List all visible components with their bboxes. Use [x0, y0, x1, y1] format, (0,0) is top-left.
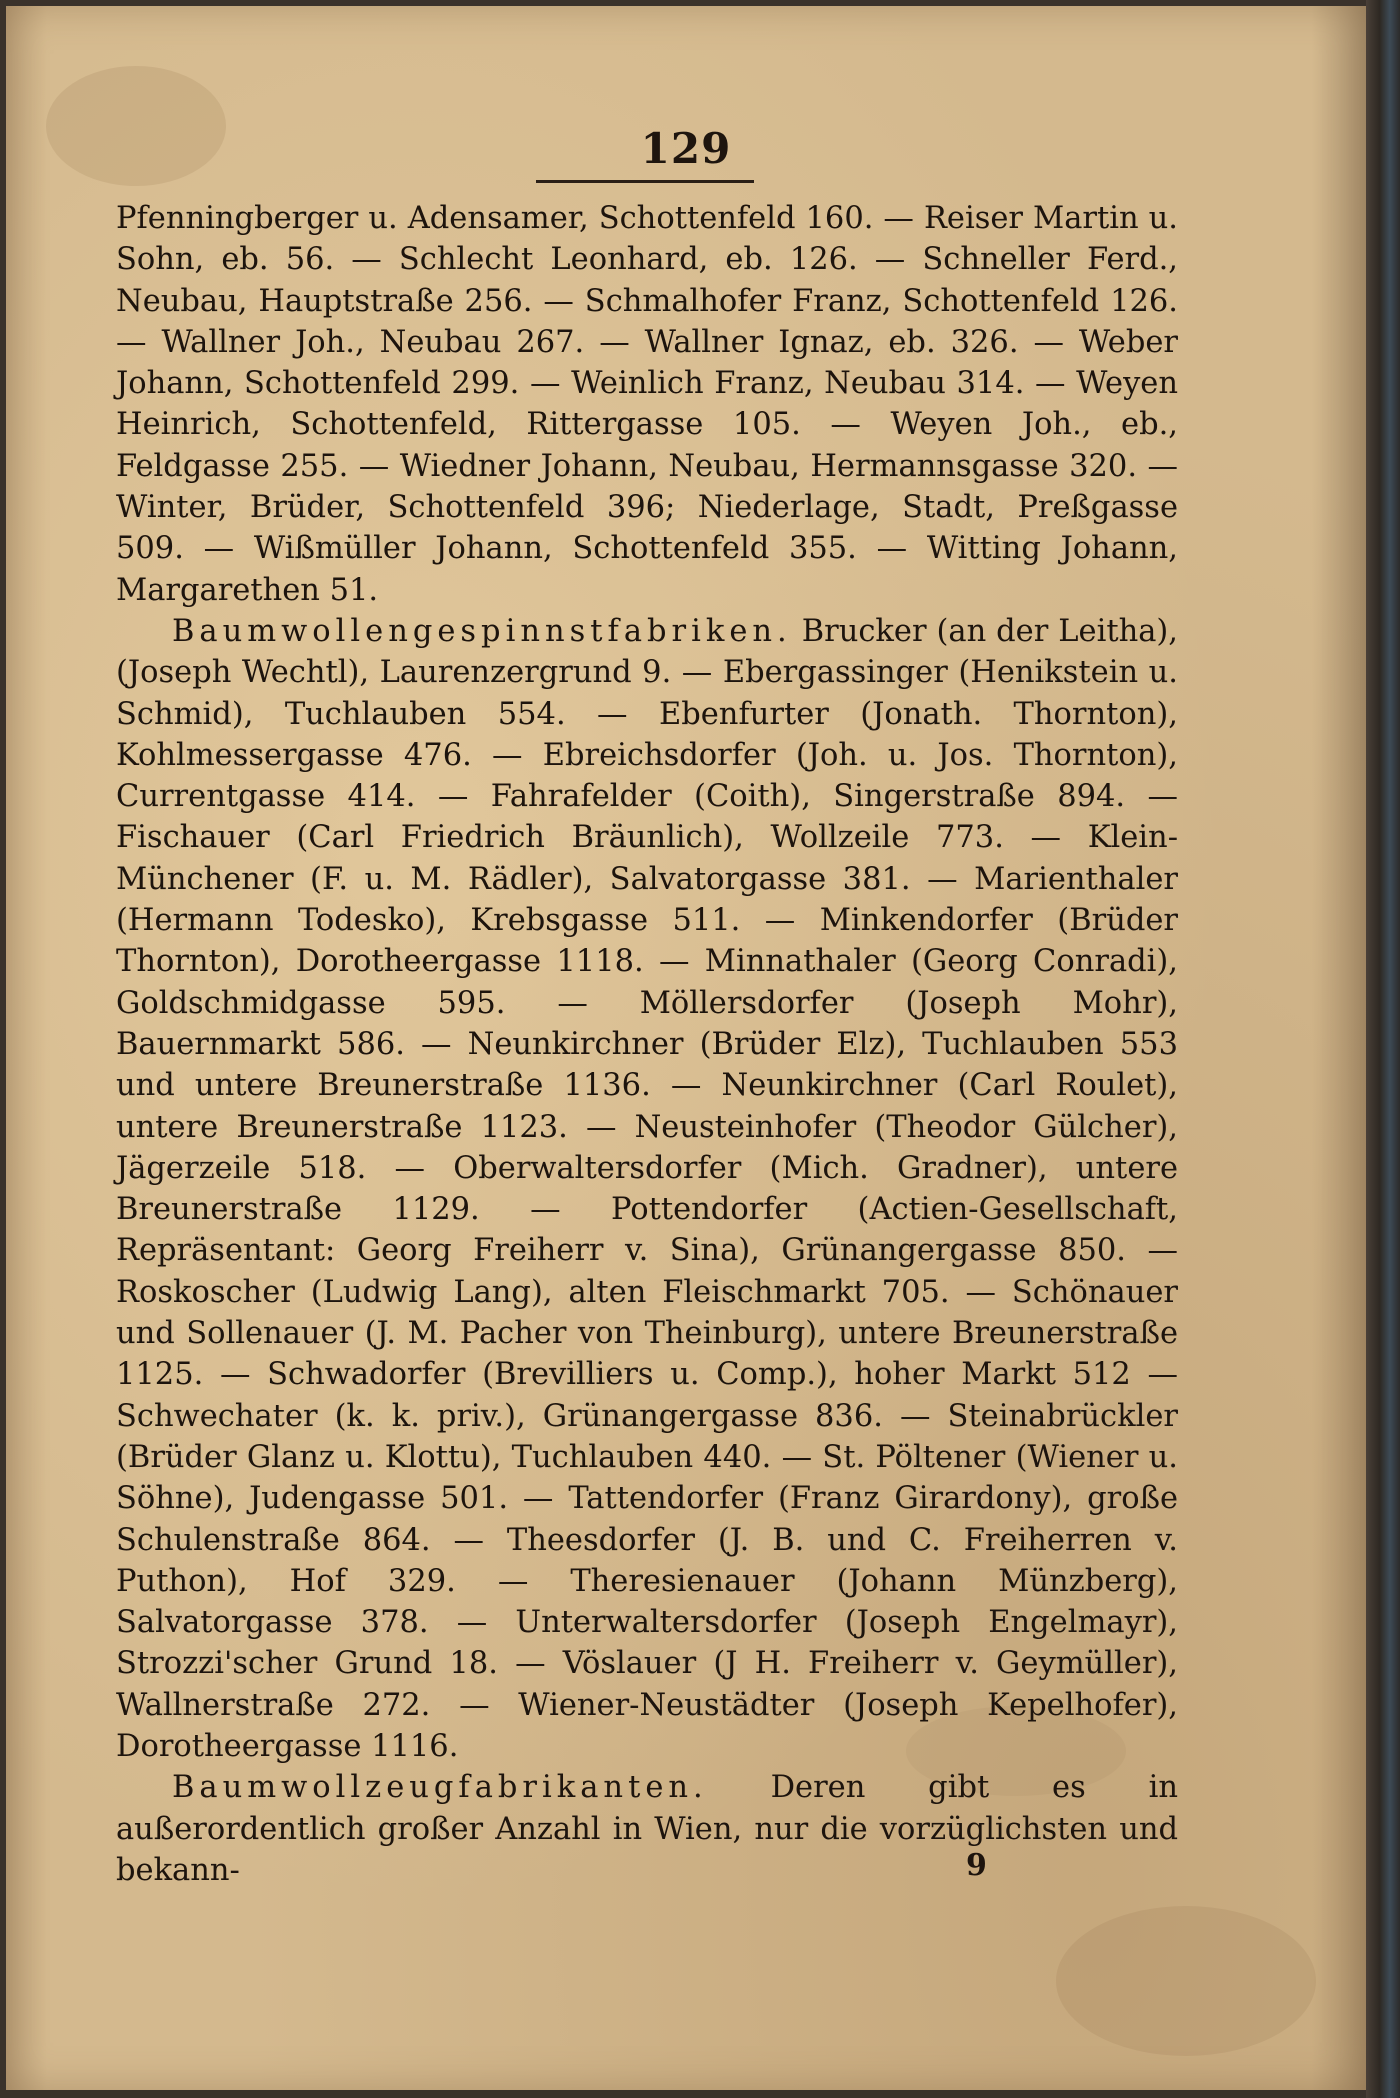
page-edge: [1366, 0, 1400, 2098]
section-heading: Baumwollengespinnstfabriken.: [172, 613, 792, 649]
section-cotton-spinning: [116, 611, 1178, 1767]
signature-mark: 9: [966, 1848, 987, 1883]
paper-stain: [1056, 1906, 1316, 2056]
directory-entries: Pfenningberger u. Adensamer, Schottenfeld 160. — Reiser Martin u. Sohn, eb. 56. — Schlecht Leonhard, eb. 126. — Schneller Ferd., Neubau, Hauptstraße 256. — Schmalhofer Franz, Schottenfeld 126. — Wallner Joh., Neubau 267. — Wallner Ignaz, eb. 326. — Weber Johann, Schottenfeld 299. — Weinlich Franz, Neubau 314. — Weyen Heinrich, Schottenfeld, Rittergasse 105. — Weyen Joh., eb., Feldgasse 255. — Wiedner Johann, Neubau, Hermannsgasse 320. — Winter, Brüder, Schottenfeld 396; Niederlage, Stadt, Preßgasse 509. — Wißmüller Johann, Schottenfeld 355. — Witting Johann, Margarethen 51.: [116, 201, 1178, 608]
section-cotton-fabric: [116, 1767, 1178, 1891]
book-page: [6, 6, 1366, 2090]
page-body: [116, 198, 1178, 1891]
section-heading: Baumwollzeugfabrikanten.: [172, 1770, 708, 1806]
page-number: 129: [640, 124, 732, 173]
header-rule: [536, 180, 754, 183]
section-entries: Brucker (an der Leitha), (Joseph Wechtl), Laurenzergrund 9. — Ebergassinger (Henikstein u. Schmid), Tuchlauben 554. — Ebenfurter (Jonath. Thornton), Kohlmessergasse 476. — Ebreichsdorfer (Joh. u. Jos. Thornton), Currentgasse 414. — Fahrafelder (Coith), Singerstraße 894. — Fischauer (Carl Friedrich Bräunlich), Wollzeile 773. — Klein-Münchener (F. u. M. Rädler), Salvatorgasse 381. — Marienthaler (Hermann Todesko), Krebsgasse 511. — Minkendorfer (Brüder Thornton), Dorotheergasse 1118. — Minnathaler (Georg Conradi), Goldschmidgasse 595. — Möllersdorfer (Joseph Mohr), Bauernmarkt 586. — Neunkirchner (Brüder Elz), Tuchlauben 553 und untere Breunerstraße 1136. — Neunkirchner (Carl Roulet), untere Breunerstraße 1123. — Neusteinhofer (Theodor Gülcher), Jägerzeile 518. — Oberwaltersdorfer (Mich. Gradner), untere Breunerstraße 1129. — Pottendorfer (Actien-Gesellschaft, Repräsentant: Georg Freiherr v. Sina), Grünangergasse 850. — Roskoscher (Ludwig Lang), alten Fleischmarkt 705. — Schönauer und Sollenauer (J. M. Pacher von Theinburg), untere Breunerstraße 1125. — Schwadorfer (Brevilliers u. Comp.), hoher Markt 512 — Schwechater (k. k. priv.), Grünangergasse 836. — Steinabrückler (Brüder Glanz u. Klottu), Tuchlauben 440. — St. Pöltener (Wiener u. Söhne), Judengasse 501. — Tattendorfer (Franz Girardony), große Schulenstraße 864. — Theesdorfer (J. B. und C. Freiherren v. Puthon), Hof 329. — Theresienauer (Johann Münzberg), Salvatorgasse 378. — Unterwaltersdorfer (Joseph Engelmayr), Strozzi'scher Grund 18. — Vöslauer (J H. Freiherr v. Geymüller), Wallnerstraße 272. — Wiener-Neustädter (Joseph Kepelhofer), Dorotheergasse 1116.: [116, 613, 1178, 1764]
section-entries: Deren gibt es in außerordentlich großer Anzahl in Wien, nur die vorzüglichsten und bekann-: [116, 1770, 1178, 1888]
